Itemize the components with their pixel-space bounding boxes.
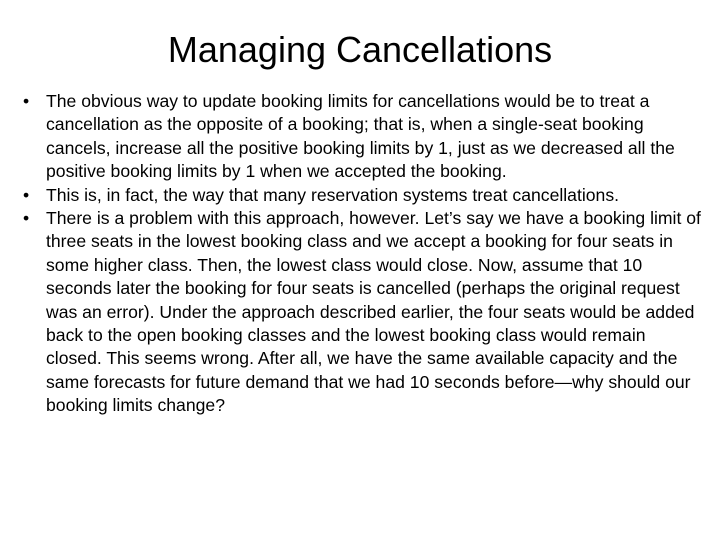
slide-title: Managing Cancellations	[167, 29, 553, 70]
bullet-list	[18, 90, 704, 418]
bullet-item	[18, 184, 704, 207]
bullet-text: This is, in fact, the way that many reservation systems treat cancellations.	[46, 184, 620, 205]
bullet-marker: •	[23, 184, 30, 205]
bullet-marker: •	[23, 208, 30, 229]
bullet-text: There is a problem with this approach, however. Let’s say we have a booking limit of three seats in the lowest booking class and we accept a booking for four seats in some higher class. Then, the lowest class would close. Now, assume that 10 seconds later the booking for four seats is cancelled (perhaps the original request was an error). Under the approach described earlier, the four seats would be added back to the open booking classes and the lowest booking class would remain closed. This seems wrong. After all, we have the same available capacity and the same forecasts for future demand that we had 10 seconds before—why should our booking limits change?	[46, 208, 701, 416]
bullet-text: The obvious way to update booking limits for cancellations would be to treat a cancellation as the opposite of a booking; that is, when a single-seat booking cancels, increase all the positive booking limits by 1, just as we decreased all the positive booking limits by 1 when we accepted the booking.	[46, 91, 675, 182]
bullet-item	[18, 90, 704, 184]
bullet-marker: •	[23, 91, 30, 111]
bullet-item	[18, 207, 704, 418]
